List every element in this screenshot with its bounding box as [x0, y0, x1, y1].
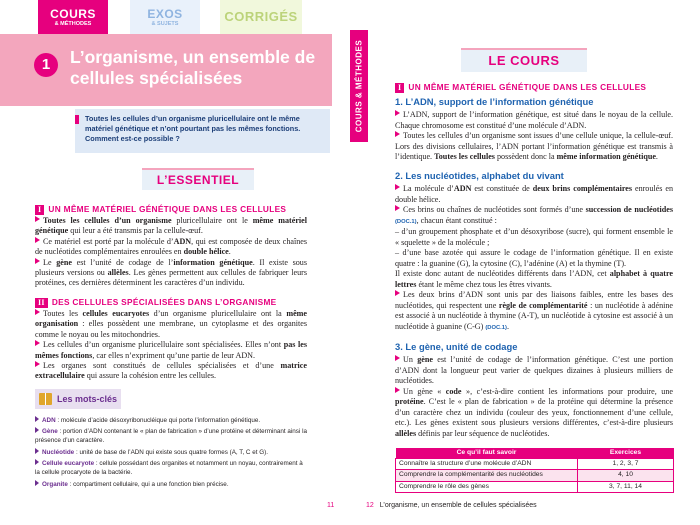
paragraph: [395, 387, 673, 440]
bullet-arrow-icon: [35, 258, 40, 264]
column-header-skill: Ce qu’il faut savoir: [396, 448, 578, 459]
table-header-row: [396, 448, 674, 459]
bullet-arrow-icon: [395, 290, 400, 296]
text: Les cellules d’un organisme pluricellulaire sont spécialisées. Elles n’ont: [43, 340, 284, 350]
bold-text: code: [445, 386, 462, 396]
subsection-1-title: 1. L’ADN, support de l’information génétique: [395, 96, 594, 107]
paragraph: [35, 258, 307, 289]
paragraph: [35, 340, 307, 361]
text: qui leur a été transmis par la cellule-œuf.: [68, 226, 203, 236]
text: définis par leur séquence de nucléotides.: [416, 428, 550, 438]
subsection-2-body: [395, 184, 673, 333]
text: La molécule d’: [403, 184, 454, 193]
bullet-arrow-icon: [395, 110, 400, 116]
text: », c’est-à-dire contient les informations pour produire, une: [461, 386, 673, 396]
bold-text: allèles: [107, 268, 129, 278]
bold-text: information génétique: [173, 257, 253, 267]
text: . C’est le « plan de fabrication » de la protéine qui détermine la présence d’un caractère chez un individu (couleur des yeux, fonctionnement d’une cellule, etc.). Les gènes existent sous plusieurs versions différentes, c’est-à-dire plusieurs: [395, 397, 673, 427]
bold-text: alphabet à quatre lettres: [395, 269, 673, 289]
subsection-2-title: 2. Les nucléotides, alphabet du vivant: [395, 170, 564, 181]
tab-cours-methodes[interactable]: [38, 0, 108, 34]
text: : un nucléotide à adénine est associé à un nucléotide à thymine (A-T), un nucléotide à cytosine est associé à un nucléotide à guanine (C-G): [395, 300, 674, 331]
text: , car elles n’expriment qu’une partie de leur ADN.: [92, 350, 256, 360]
text: Ces brins ou chaînes de nucléotides sont formés d’une: [403, 205, 586, 214]
text: est l’unité de codage de l’information génétique. C’est une portion d’ADN dont la longueur peut varier de quelques dizaines à plusieurs milliers de nucléotides.: [395, 355, 674, 385]
book-icon: [39, 393, 52, 405]
paragraph: [35, 237, 307, 258]
text: , qui est composée de deux chaînes de nucléotides complémentaires enroulées en: [35, 236, 307, 257]
essentiel-section-2-body: [35, 309, 307, 382]
doc-reference[interactable]: (DOC.1): [485, 324, 507, 331]
table-cell-skill: Comprendre le rôle des gènes: [396, 481, 578, 492]
tab-cours-label: COURS: [50, 7, 96, 21]
exercises-table: [395, 448, 674, 493]
text: Un: [403, 355, 418, 364]
bold-text: pas les mêmes fonctions: [35, 340, 308, 360]
text: Un gène «: [403, 386, 446, 396]
keyword: ADN: [42, 417, 56, 424]
keyword: Nucléotide: [42, 448, 75, 456]
side-tab-label: COURS & MÉTHODES: [354, 39, 364, 133]
bullet-arrow-icon: [395, 355, 400, 361]
paragraph: [395, 205, 673, 227]
text: , chacun étant constitué :: [416, 215, 497, 225]
text: Ce matériel est porté par la molécule d’: [43, 236, 174, 246]
paragraph: [395, 355, 673, 387]
cours-section-1-heading: [395, 82, 646, 93]
subsection-3-body: [395, 355, 673, 439]
tab-cours-sublabel: & MÉTHODES: [54, 21, 92, 27]
list-line: – d’un groupement phosphate et d’un désoxyribose (sucre), qui forment ensemble le « squelette » de la molécule ;: [395, 227, 673, 247]
list-item: [35, 459, 307, 477]
bullet-arrow-icon: [35, 416, 39, 422]
definition: : cellule possédant des organites et notamment un noyau, contrairement à la cellule procaryote de la bactérie.: [35, 460, 303, 477]
text: Il existe donc autant de nucléotides différents dans l’ADN, cet: [395, 269, 610, 278]
page-number-right: 12: [366, 502, 374, 509]
essentiel-section-2-heading: [35, 297, 277, 308]
motscles-title: Les mots-clés: [57, 394, 118, 404]
section-title: DES CELLULES SPÉCIALISÉES DANS L’ORGANISME: [51, 297, 277, 307]
text: .: [228, 247, 231, 257]
motscles-list: [35, 416, 307, 491]
text: Toutes les: [43, 309, 83, 318]
intro-question: Toutes les cellules d’un organisme pluricellulaire ont le même matériel génétique et n’ont pourtant pas les mêmes fonctions. Comment est-ce possible ?: [75, 109, 330, 153]
cours-heading: LE COURS: [461, 48, 587, 72]
doc-reference[interactable]: (DOC.1): [395, 218, 417, 225]
tab-exos-label: EXOS: [147, 7, 183, 21]
bold-text: ADN: [173, 236, 192, 246]
bold-text: ADN: [453, 184, 472, 193]
bold-text: Toutes les cellules d’un organisme: [43, 216, 172, 225]
subsection-3-title: 3. Le gène, unité de codage: [395, 341, 518, 352]
bold-text: deux brins complémentaires: [532, 184, 633, 193]
bullet-arrow-icon: [395, 205, 400, 211]
bullet-arrow-icon: [35, 237, 40, 243]
table-cell-skill: Connaître la structure d’une molécule d’ADN: [396, 459, 578, 470]
chapter-number: 1: [34, 53, 58, 77]
bold-text: allèles: [395, 428, 417, 438]
paragraph: [395, 269, 673, 290]
text: .: [506, 321, 509, 331]
text: Toutes les cellules d’un organisme sont issues d’une cellule unique, la cellule-œuf. Lors des divisions cellulaires, l’ADN portant l’information génétique est transmis à l’identique.: [395, 131, 673, 161]
text: pluricellulaire ont le: [171, 216, 253, 225]
text: Les deux brins d’ADN sont unis par des liaisons faibles, entre les bases des nucléotides, qui respectent une: [395, 290, 673, 310]
definition: : portion d’ADN contenant le « plan de fabrication » d’une protéine et déterminant ainsi la présence d’un caractère.: [35, 428, 307, 445]
table-row: [396, 470, 674, 481]
text: . Les gènes permettent aux cellules de fabriquer leurs protéines, ces dernières déterminent les caractères d’un individu.: [35, 268, 307, 288]
column-header-exercises: Exercices: [578, 448, 674, 459]
list-line: – d’une base azotée qui assure le codage de l’information génétique. Il en existe quatre : la guanine (G), la cytosine (C), l’adénine (A) et la thymine (T).: [395, 248, 673, 268]
bullet-arrow-icon: [35, 427, 39, 433]
bold-text: succession de nucléotides: [585, 205, 673, 214]
tab-exos-sujets[interactable]: [130, 0, 200, 34]
bullet-arrow-icon: [35, 448, 39, 454]
text: qui assure la cohésion entre les cellules.: [84, 371, 217, 381]
list-item: [35, 427, 307, 445]
paragraph: [395, 290, 673, 333]
essentiel-section-1-heading: [35, 204, 286, 215]
paragraph: [395, 110, 673, 131]
bold-text: cellules eucaryotes: [82, 309, 150, 318]
paragraph: [35, 309, 307, 340]
text: est constituée de: [471, 184, 533, 193]
side-tab-cours-methodes[interactable]: [350, 30, 368, 142]
page-footer-right: [366, 502, 537, 509]
bullet-arrow-icon: [35, 480, 39, 486]
tab-corriges[interactable]: [220, 0, 302, 34]
text: L’ADN, support de l’information génétique, est situé dans le noyau de la cellule. Chaque chromosome est constitué d’une molécule d’ADN.: [395, 110, 673, 130]
paragraph: [35, 361, 307, 382]
bold-text: protéine: [395, 397, 424, 406]
bold-text: matrice extracellulaire: [35, 361, 307, 381]
list-item: [35, 480, 307, 489]
subsection-1-body: [395, 110, 673, 163]
bold-text: même matériel génétique: [35, 216, 308, 236]
bullet-arrow-icon: [35, 309, 40, 315]
section-numeral: I: [395, 83, 404, 93]
bullet-arrow-icon: [395, 184, 400, 190]
paragraph: [35, 216, 307, 237]
text: Les organes sont constitués de cellules spécialisées et d’une: [43, 361, 281, 371]
bold-text: double hélice: [183, 247, 229, 257]
bullet-arrow-icon: [35, 216, 40, 222]
bullet-arrow-icon: [395, 131, 400, 137]
table-cell-skill: Comprendre la complémentarité des nucléotides: [396, 470, 578, 481]
bullet-arrow-icon: [35, 361, 40, 367]
bold-text: même information génétique: [556, 152, 656, 161]
list-item: [35, 416, 307, 425]
text: Le: [43, 257, 57, 267]
definition: : unité de base de l’ADN qui existe sous quatre formes (A, T, C et G).: [74, 448, 268, 456]
essentiel-section-1-body: [35, 216, 307, 289]
keyword: Cellule eucaryote: [42, 460, 95, 468]
definition: : molécule d’acide désoxyribonucléique qui porte l’information génétique.: [55, 417, 261, 424]
essentiel-heading: L’ESSENTIEL: [142, 168, 254, 190]
section-title: UN MÊME MATÉRIEL GÉNÉTIQUE DANS LES CELLULES: [408, 82, 647, 92]
paragraph: [395, 184, 673, 205]
text: étant le même chez tous les êtres vivants.: [416, 279, 552, 289]
page-number-left: 11: [327, 502, 335, 509]
paragraph: [395, 131, 673, 163]
keyword: Gène: [42, 428, 58, 436]
keyword: Organite: [42, 480, 68, 488]
bold-text: même organisation: [35, 309, 307, 329]
section-numeral: I: [35, 205, 44, 215]
motscles-heading: [35, 389, 121, 409]
text: enroulés en double hélice.: [395, 184, 673, 204]
bold-text: gène: [56, 257, 72, 267]
text: . Il existe sous plusieurs versions ou: [35, 257, 307, 278]
chapter-title: L’organisme, un ensemble de cellules spécialisées: [70, 47, 316, 88]
text: .: [655, 152, 658, 161]
text: d’un organisme pluricellulaire ont la: [149, 309, 287, 318]
table-row: [396, 481, 674, 492]
text: est l’unité de codage de l’: [71, 257, 174, 267]
section-title: UN MÊME MATÉRIEL GÉNÉTIQUE DANS LES CELLULES: [48, 204, 287, 214]
text: : elles possèdent une membrane, un cytoplasme et des organites comme le noyau ou les mitochondries.: [35, 319, 307, 339]
table-cell-exercises[interactable]: 4, 10: [578, 470, 674, 481]
tab-corriges-label: CORRIGÉS: [224, 9, 298, 24]
bold-text: gène: [417, 355, 433, 364]
text: possèdent donc la: [494, 152, 557, 161]
section-numeral: II: [35, 298, 48, 308]
bold-text: règle de complémentarité: [498, 300, 588, 310]
table-cell-exercises[interactable]: 3, 7, 11, 14: [578, 481, 674, 492]
bullet-arrow-icon: [395, 387, 400, 393]
bullet-arrow-icon: [35, 340, 40, 346]
bullet-arrow-icon: [35, 459, 39, 465]
footer-chapter-title: L’organisme, un ensemble de cellules spécialisées: [379, 502, 537, 509]
definition: : compartiment cellulaire, qui a une fonction bien précise.: [67, 480, 229, 488]
table-row: [396, 459, 674, 470]
tab-exos-sublabel: & SUJETS: [151, 21, 179, 27]
bold-text: Toutes les cellules: [434, 152, 495, 161]
table-cell-exercises[interactable]: 1, 2, 3, 7: [578, 459, 674, 470]
list-item: [35, 448, 307, 457]
